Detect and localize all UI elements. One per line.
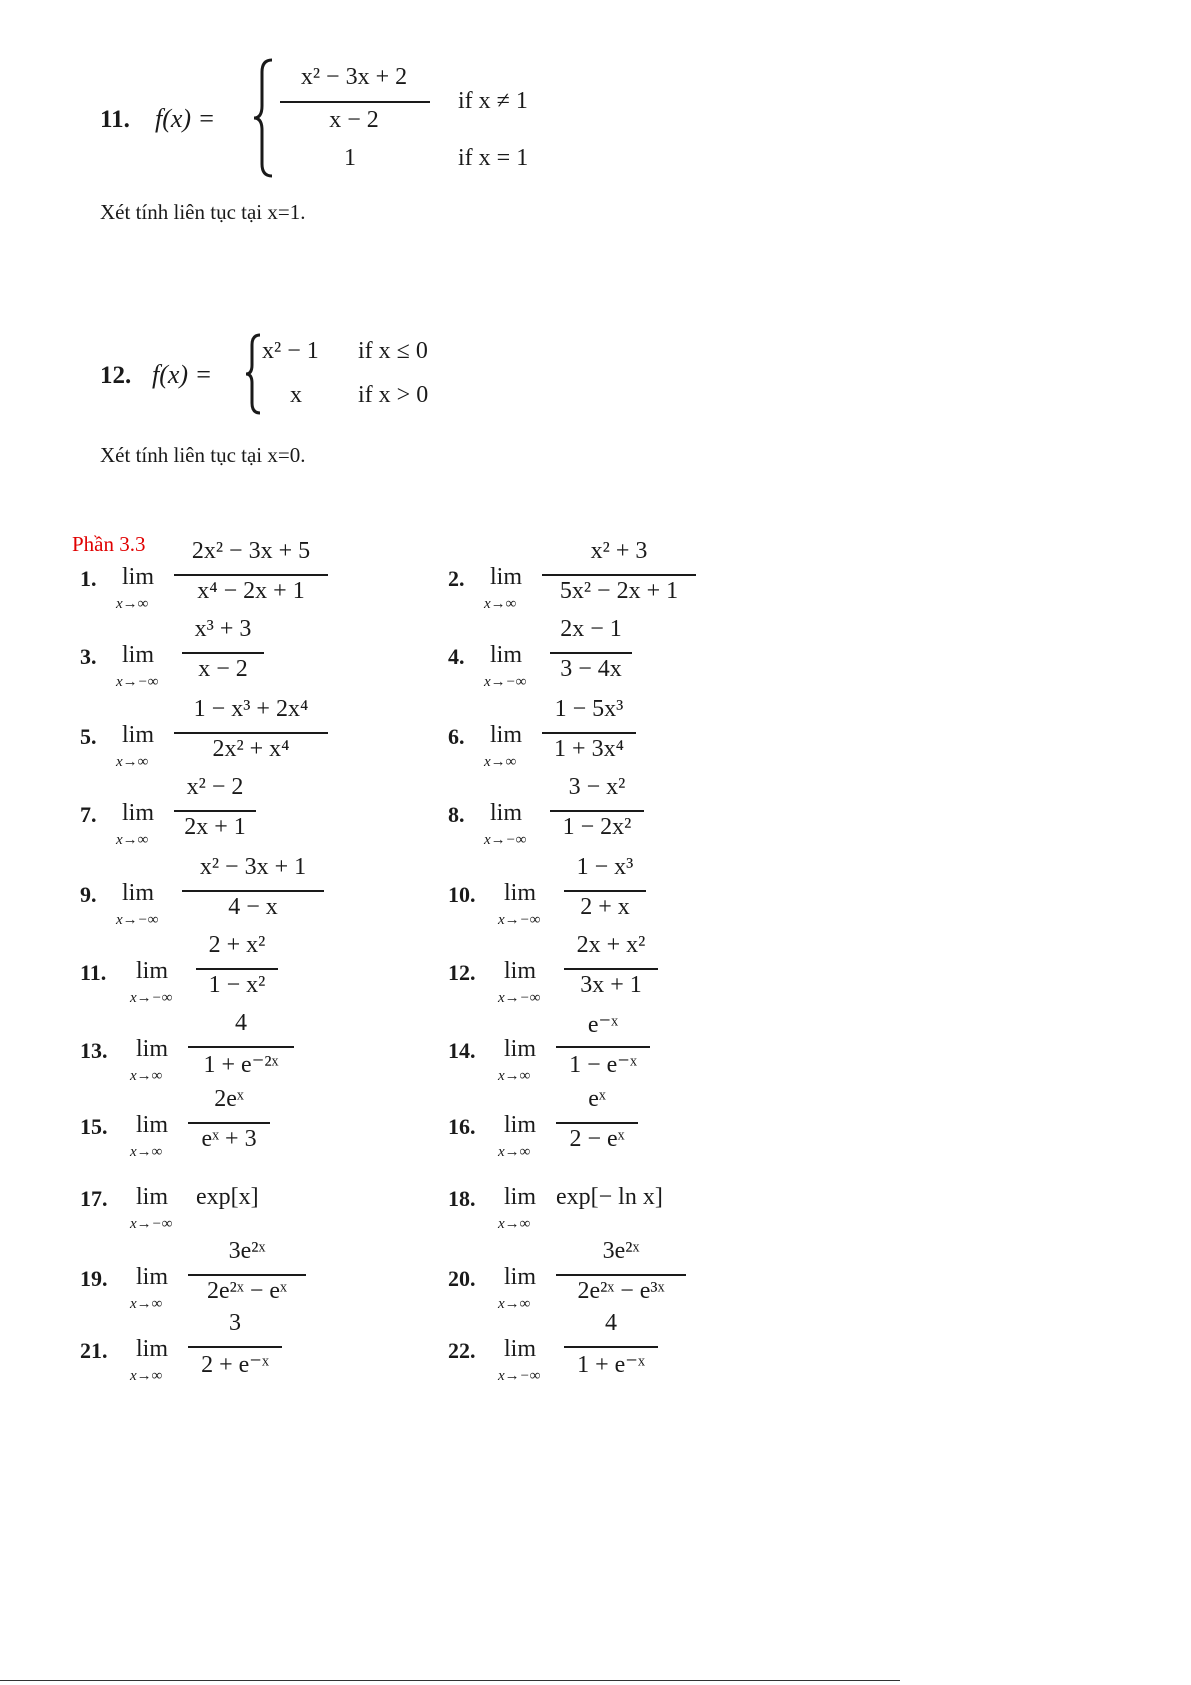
limit-number: 6.	[448, 724, 465, 749]
problem-11-denominator: x − 2	[329, 107, 379, 133]
problem-12-case-2: x	[290, 382, 302, 408]
lim-operator: lim	[136, 958, 169, 984]
lim-operator: lim	[122, 800, 155, 826]
fraction-bar	[188, 1346, 282, 1348]
fraction-denominator: 2e²ˣ − e³ˣ	[577, 1278, 665, 1304]
fraction-numerator: x² + 3	[590, 538, 648, 564]
fraction-bar	[196, 968, 278, 970]
problem-12-function: f(x) =	[152, 360, 213, 389]
fraction-numerator: 2eˣ	[214, 1086, 244, 1112]
page-footer-rule	[0, 1680, 900, 1681]
lim-subscript: x→∞	[498, 1144, 531, 1160]
lim-subscript: x→−∞	[130, 1216, 173, 1232]
limit-number: 3.	[80, 644, 97, 669]
lim-operator: lim	[122, 642, 155, 668]
limit-number: 21.	[80, 1338, 108, 1363]
lim-subscript: x→−∞	[498, 1368, 541, 1384]
fraction-denominator: 2x + 1	[184, 814, 246, 840]
lim-subscript: x→∞	[116, 754, 149, 770]
limit-problem	[448, 1238, 808, 1318]
fraction-denominator: x⁴ − 2x + 1	[197, 578, 305, 604]
lim-operator: lim	[504, 1184, 537, 1210]
fraction-bar	[542, 574, 696, 576]
fraction-denominator: 5x² − 2x + 1	[559, 578, 679, 604]
lim-operator: lim	[504, 1112, 537, 1138]
fraction-numerator: 4	[235, 1010, 247, 1036]
limit-number: 4.	[448, 644, 465, 669]
problem-11-number: 11.	[100, 106, 130, 133]
lim-operator: lim	[504, 958, 537, 984]
lim-subscript: x→−∞	[116, 674, 159, 690]
fraction-numerator: x³ + 3	[194, 616, 252, 642]
fraction-numerator: eˣ	[588, 1086, 606, 1112]
limit-number: 7.	[80, 802, 97, 827]
limit-expression: exp[− ln x]	[556, 1184, 663, 1210]
lim-operator: lim	[122, 880, 155, 906]
limit-problem	[448, 616, 808, 696]
limit-number: 18.	[448, 1186, 476, 1211]
limit-problem	[80, 1158, 440, 1238]
lim-operator: lim	[136, 1036, 169, 1062]
lim-operator: lim	[136, 1112, 169, 1138]
lim-subscript: x→−∞	[116, 912, 159, 928]
lim-subscript: x→∞	[116, 832, 149, 848]
limit-problem	[80, 854, 440, 934]
limit-number: 2.	[448, 566, 465, 591]
fraction-bar	[188, 1046, 294, 1048]
fraction-numerator: 3e²ˣ	[602, 1238, 640, 1264]
fraction-numerator: 1 − x³ + 2x⁴	[193, 696, 309, 722]
problem-12-brace	[244, 333, 262, 415]
limit-number: 10.	[448, 882, 476, 907]
limit-problem	[80, 774, 440, 854]
lim-operator: lim	[490, 722, 523, 748]
fraction-bar	[542, 732, 636, 734]
problem-11-function: f(x) =	[155, 104, 216, 133]
lim-subscript: x→∞	[130, 1144, 163, 1160]
problem-11-fraction-bar	[280, 101, 430, 103]
lim-operator: lim	[490, 642, 523, 668]
fraction-numerator: 3 − x²	[568, 774, 626, 800]
limit-number: 22.	[448, 1338, 476, 1363]
limit-number: 11.	[80, 960, 107, 985]
lim-operator: lim	[504, 1264, 537, 1290]
fraction-denominator: x − 2	[198, 656, 248, 682]
lim-subscript: x→−∞	[484, 832, 527, 848]
lim-subscript: x→−∞	[130, 990, 173, 1006]
fraction-bar	[564, 1346, 658, 1348]
limit-number: 1.	[80, 566, 97, 591]
limit-number: 15.	[80, 1114, 108, 1139]
fraction-bar	[188, 1122, 270, 1124]
fraction-numerator: 2x² − 3x + 5	[191, 538, 311, 564]
limit-problem	[80, 1010, 440, 1090]
lim-subscript: x→∞	[484, 596, 517, 612]
problem-11-task: Xét tính liên tục tại x=1.	[100, 200, 306, 224]
lim-operator: lim	[504, 1036, 537, 1062]
limit-problem	[448, 1086, 808, 1166]
limit-problem	[448, 854, 808, 934]
limit-number: 17.	[80, 1186, 108, 1211]
limit-problem	[80, 616, 440, 696]
fraction-numerator: x² − 2	[186, 774, 244, 800]
fraction-numerator: x² − 3x + 1	[199, 854, 307, 880]
lim-subscript: x→∞	[130, 1296, 163, 1312]
fraction-bar	[550, 810, 644, 812]
lim-operator: lim	[122, 722, 155, 748]
fraction-denominator: 4 − x	[228, 894, 278, 920]
problem-12-case-1: x² − 1	[262, 338, 319, 364]
limit-problem	[448, 696, 808, 776]
limit-problem	[80, 1238, 440, 1318]
problem-12-number: 12.	[100, 362, 132, 389]
limit-problem	[80, 932, 440, 1012]
fraction-bar	[174, 574, 328, 576]
limit-problem	[448, 538, 808, 618]
section-title: Phần 3.3	[72, 532, 146, 556]
lim-subscript: x→−∞	[498, 990, 541, 1006]
fraction-denominator: 3x + 1	[580, 972, 642, 998]
fraction-bar	[564, 968, 658, 970]
fraction-bar	[556, 1274, 686, 1276]
lim-subscript: x→∞	[498, 1216, 531, 1232]
limit-problem	[80, 1310, 440, 1390]
problem-11-condition-2: if x = 1	[458, 145, 529, 171]
lim-operator: lim	[490, 564, 523, 590]
lim-operator: lim	[136, 1184, 169, 1210]
limit-number: 12.	[448, 960, 476, 985]
fraction-bar	[556, 1046, 650, 1048]
fraction-numerator: 2 + x²	[208, 932, 266, 958]
fraction-bar	[550, 652, 632, 654]
lim-subscript: x→∞	[484, 754, 517, 770]
lim-subscript: x→−∞	[484, 674, 527, 690]
fraction-bar	[556, 1122, 638, 1124]
limit-problem	[448, 1310, 808, 1390]
fraction-bar	[182, 652, 264, 654]
problem-12-condition-1: if x ≤ 0	[358, 338, 428, 364]
problem-11-value: 1	[344, 145, 356, 171]
limit-expression: exp[x]	[196, 1184, 259, 1210]
lim-operator: lim	[122, 564, 155, 590]
fraction-denominator: 2 − eˣ	[569, 1126, 625, 1152]
limit-number: 13.	[80, 1038, 108, 1063]
problem-12-task: Xét tính liên tục tại x=0.	[100, 443, 306, 467]
problem-11-brace	[252, 58, 274, 178]
lim-operator: lim	[504, 1336, 537, 1362]
fraction-bar	[188, 1274, 306, 1276]
problem-11-numerator: x² − 3x + 2	[300, 64, 408, 90]
problem-11-condition-1: if x ≠ 1	[458, 88, 528, 114]
fraction-denominator: 2 + e⁻ˣ	[201, 1352, 269, 1378]
limit-problem	[448, 1010, 808, 1090]
lim-operator: lim	[504, 880, 537, 906]
problem-12-condition-2: if x > 0	[358, 382, 429, 408]
limit-problem	[80, 696, 440, 776]
limit-number: 19.	[80, 1266, 108, 1291]
limit-problem	[80, 1086, 440, 1166]
limit-problem	[448, 1158, 808, 1238]
fraction-numerator: 4	[605, 1310, 617, 1336]
fraction-denominator: 1 − e⁻ˣ	[569, 1052, 637, 1078]
fraction-numerator: 3	[229, 1310, 241, 1336]
fraction-numerator: 3e²ˣ	[228, 1238, 266, 1264]
fraction-bar	[174, 810, 256, 812]
fraction-denominator: 3 − 4x	[560, 656, 622, 682]
fraction-numerator: e⁻ˣ	[587, 1012, 619, 1038]
limit-problem	[80, 538, 440, 618]
lim-operator: lim	[136, 1336, 169, 1362]
lim-subscript: x→∞	[498, 1296, 531, 1312]
lim-operator: lim	[490, 800, 523, 826]
lim-subscript: x→−∞	[498, 912, 541, 928]
fraction-numerator: 1 − x³	[576, 854, 634, 880]
fraction-denominator: 1 − 2x²	[562, 814, 632, 840]
fraction-bar	[182, 890, 324, 892]
fraction-denominator: eˣ + 3	[201, 1126, 257, 1152]
fraction-denominator: 1 − x²	[208, 972, 266, 998]
limit-number: 16.	[448, 1114, 476, 1139]
lim-operator: lim	[136, 1264, 169, 1290]
lim-subscript: x→∞	[130, 1368, 163, 1384]
fraction-bar	[174, 732, 328, 734]
fraction-denominator: 1 + e⁻ˣ	[577, 1352, 645, 1378]
fraction-denominator: 2 + x	[580, 894, 630, 920]
fraction-denominator: 2e²ˣ − eˣ	[207, 1278, 287, 1304]
lim-subscript: x→∞	[130, 1068, 163, 1084]
fraction-bar	[564, 890, 646, 892]
limit-number: 5.	[80, 724, 97, 749]
limit-number: 14.	[448, 1038, 476, 1063]
lim-subscript: x→∞	[116, 596, 149, 612]
lim-subscript: x→∞	[498, 1068, 531, 1084]
fraction-denominator: 1 + e⁻²ˣ	[203, 1052, 279, 1078]
fraction-numerator: 1 − 5x³	[554, 696, 624, 722]
fraction-denominator: 2x² + x⁴	[212, 736, 290, 762]
fraction-numerator: 2x + x²	[576, 932, 646, 958]
limit-problem	[448, 774, 808, 854]
fraction-denominator: 1 + 3x⁴	[554, 736, 624, 762]
fraction-numerator: 2x − 1	[560, 616, 622, 642]
limit-problem	[448, 932, 808, 1012]
limit-number: 8.	[448, 802, 465, 827]
limit-number: 9.	[80, 882, 97, 907]
limit-number: 20.	[448, 1266, 476, 1291]
